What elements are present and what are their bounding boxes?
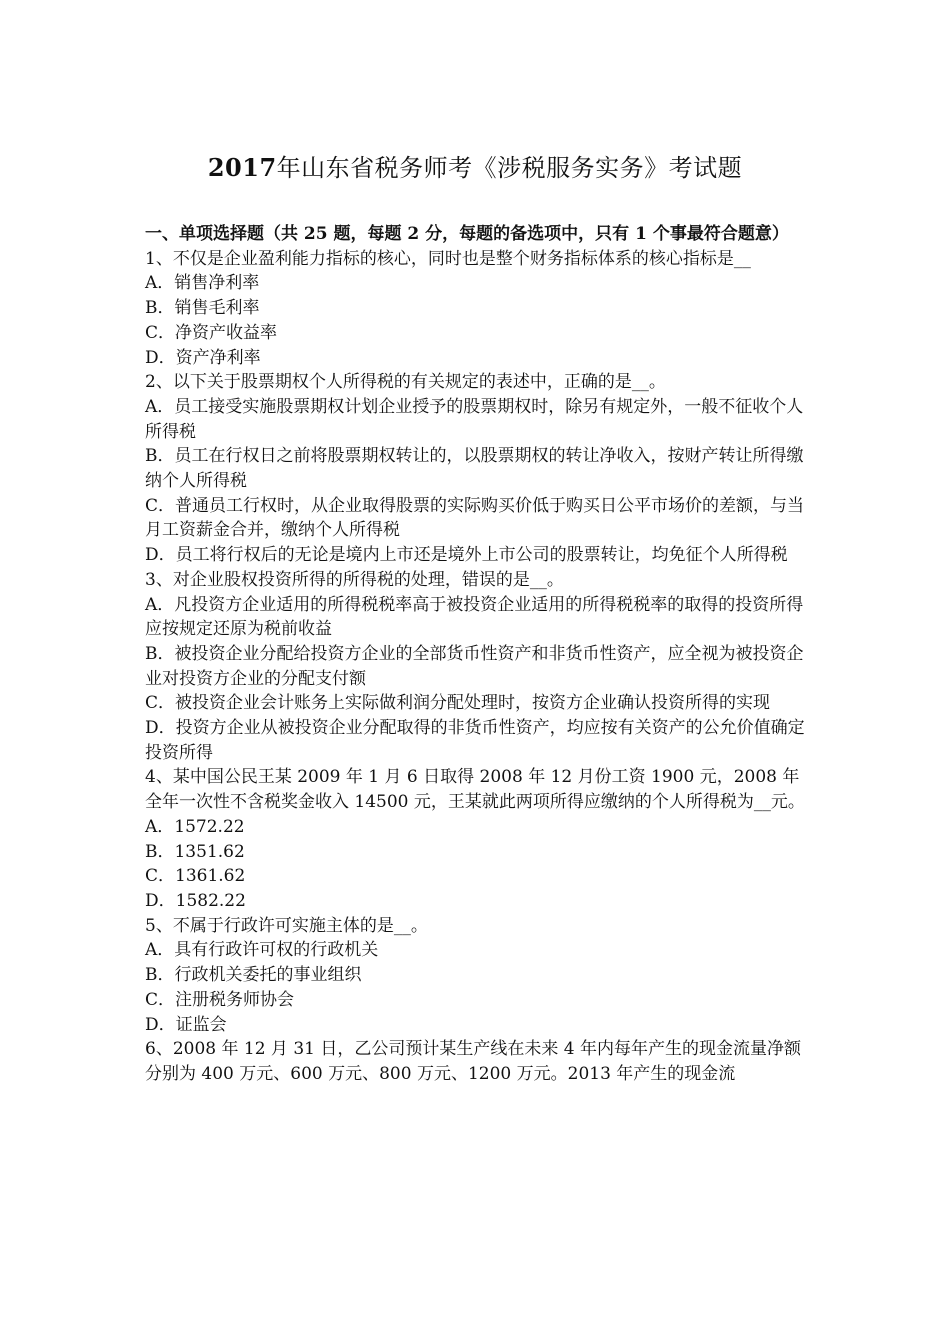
option-a: A．1572.22 [145,816,245,837]
option-b: B．行政机关委托的事业组织 [145,965,362,986]
question-stem: 3、对企业股权投资所得的所得税的处理，错误的是__。 [145,569,564,590]
title-text: 年山东省税务师考《涉税服务实务》考试题 [276,154,743,182]
option-c: C．1361.62 [145,866,246,887]
option-a: A．凡投资方企业适用的所得税税率高于被投资企业适用的所得税税率的取得的投资所得应按规定还原为税前收益 [145,594,804,640]
question-1 [145,247,807,371]
question-stem: 6、2008 年 12 月 31 日，乙公司预计某生产线在未来 4 年内每年产生的现金流量净额分别为 400 万元、600 万元、800 万元、1200 万元。2013 年产生的现金流 [145,1039,801,1084]
option-a: A．员工接受实施股票期权计划企业授予的股票期权时，除另有规定外，一般不征收个人所得税 [145,396,804,442]
option-d: D．员工将行权后的无论是境内上市还是境外上市公司的股票转让，均免征个人所得税 [145,545,788,566]
question-stem: 5、不属于行政许可实施主体的是__。 [145,915,428,936]
title-year: 2017 [207,153,277,182]
question-stem: 1、不仅是企业盈利能力指标的核心，同时也是整个财务指标体系的核心指标是__ [145,248,751,269]
option-c: C．普通员工行权时，从企业取得股票的实际购买价低于购买日公平市场价的差额，与当月工资薪金合并，缴纳个人所得税 [145,495,805,541]
option-d: D．证监会 [145,1014,227,1035]
option-b: B．被投资企业分配给投资方企业的全部货币性资产和非货币性资产，应全视为被投资企业对投资方企业的分配支付额 [145,643,804,689]
question-4 [145,765,807,913]
question-stem: 4、某中国公民王某 2009 年 1 月 6 日取得 2008 年 12 月份工资 1900 元，2008 年全年一次性不含税奖金收入 14500 元，王某就此两项所得应缴纳的个人所得税为__元。 [145,767,805,813]
option-d: D．1582.22 [145,890,246,911]
document-body [145,222,807,1087]
option-a: A．具有行政许可权的行政机关 [145,940,379,961]
option-b: B．1351.62 [145,841,245,862]
question-stem: 2、以下关于股票期权个人所得税的有关规定的表述中，正确的是__。 [145,372,666,393]
page-title [0,150,950,186]
option-b: B．员工在行权日之前将股票期权转让的，以股票期权的转让净收入，按财产转让所得缴纳个人所得税 [145,446,804,492]
option-c: C．被投资企业会计账务上实际做利润分配处理时，按资方企业确认投资所得的实现 [145,693,771,714]
option-b: B．销售毛利率 [145,298,260,319]
question-6 [145,1037,807,1086]
option-d: D．投资方企业从被投资企业分配取得的非货币性资产，均应按有关资产的公允价值确定投资所得 [145,718,805,763]
option-c: C．净资产收益率 [145,322,278,343]
question-5 [145,914,807,1038]
section-heading: 一、单项选择题（共 25 题，每题 2 分，每题的备选项中，只有 1 个事最符合题意） [145,224,789,244]
question-2 [145,370,807,568]
question-3 [145,568,807,766]
option-a: A．销售净利率 [145,273,260,294]
option-d: D．资产净利率 [145,347,261,368]
option-c: C．注册税务师协会 [145,989,295,1010]
